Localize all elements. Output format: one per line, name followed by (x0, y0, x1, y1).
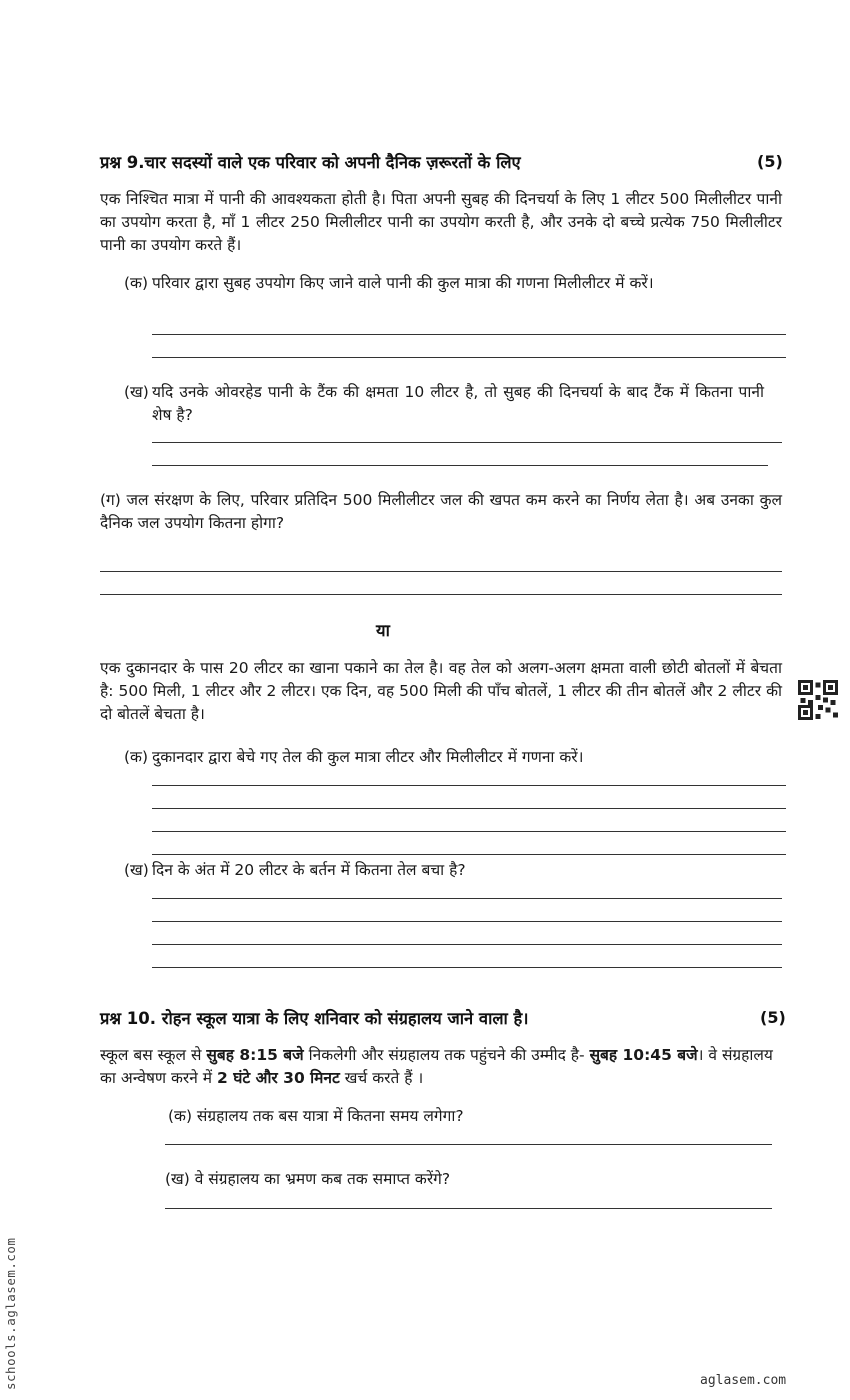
question-9b-text: यदि उनके ओवरहेड पानी के टैंक की क्षमता 10 लीटर है, तो सुबह की दिनचर्या के बाद टैंक में कितना पानी शेष है? (152, 383, 764, 424)
answer-line (152, 808, 786, 809)
qr-code-icon (798, 680, 838, 720)
question-9-alt-a-text: दुकानदार द्वारा बेचे गए तेल की कुल मात्रा लीटर और मिलीलीटर में गणना करें। (152, 748, 584, 766)
question-9-alt-a-label: (क) (124, 748, 148, 766)
question-10-marks: (5) (760, 1008, 786, 1027)
question-9-intro: एक निश्चित मात्रा में पानी की आवश्यकता होती है। पिता अपनी सुबह की दिनचर्या के लिए 1 लीटर 500 मिलीलीटर पानी का उपयोग करता है, माँ 1 लीटर 250 मिलीलीटर पानी का उपयोग करती है, और उनके दो बच्चे प्रत्येक 750 मिलीलीटर पानी का उपयोग करते हैं। (100, 190, 782, 254)
answer-line (152, 357, 786, 358)
question-10b-text: (ख) वे संग्रहालय का भ्रमण कब तक समाप्त करेंगे? (165, 1170, 451, 1188)
question-10-heading: प्रश्न 10. रोहन स्कूल यात्रा के लिए शनिवार को संग्रहालय जाने वाला है। (100, 1009, 529, 1028)
answer-line (152, 967, 782, 968)
answer-line (152, 334, 786, 335)
question-9-alt-b-text: दिन के अंत में 20 लीटर के बर्तन में कितना तेल बचा है? (152, 861, 466, 879)
question-9-marks: (5) (757, 152, 783, 171)
question-10-intro: स्कूल बस स्कूल से सुबह 8:15 बजे निकलेगी और संग्रहालय तक पहुंचने की उम्मीद है- सुबह 10:45 बजे। वे संग्रहालय का अन्वेषण करने में 2 घंटे और 30 मिनट खर्च करते हैं । (100, 1046, 773, 1087)
answer-line (152, 465, 768, 466)
question-9-alt-intro: एक दुकानदार के पास 20 लीटर का खाना पकाने का तेल है। वह तेल को अलग-अलग क्षमता वाली छोटी बोतलों में बेचता है: 500 मिली, 1 लीटर और 2 लीटर। एक दिन, वह 500 मिली की पाँच बोतलें, 1 लीटर की तीन बोतलें और 2 लीटर की दो बोतलें बेचता है। (100, 659, 782, 723)
answer-line (152, 898, 782, 899)
answer-line (152, 944, 782, 945)
or-separator: या (376, 621, 390, 640)
question-10a-text: (क) संग्रहालय तक बस यात्रा में कितना समय लगेगा? (168, 1107, 464, 1125)
question-9c-text: (ग) जल संरक्षण के लिए, परिवार प्रतिदिन 500 मिलीलीटर जल की खपत कम करने का निर्णय लेता है। अब उनका कुल दैनिक जल उपयोग कितना होगा? (100, 491, 782, 532)
side-watermark: schools.aglasem.com (3, 1237, 18, 1390)
question-9a-label: (क) (124, 274, 148, 292)
answer-line (165, 1144, 772, 1145)
question-9a-text: परिवार द्वारा सुबह उपयोग किए जाने वाले पानी की कुल मात्रा की गणना मिलीलीटर में करें। (152, 274, 654, 292)
answer-line (152, 442, 782, 443)
answer-line (152, 831, 786, 832)
answer-line (152, 785, 786, 786)
question-9-heading: प्रश्न 9.चार सदस्यों वाले एक परिवार को अपनी दैनिक ज़रूरतों के लिए (100, 153, 521, 172)
answer-line (152, 921, 782, 922)
question-9-alt-b-label: (ख) (124, 861, 149, 879)
answer-line (100, 571, 782, 572)
answer-line (100, 594, 782, 595)
answer-line (152, 854, 786, 855)
footer-watermark: aglasem.com (700, 1373, 787, 1388)
question-9b-label: (ख) (124, 383, 149, 401)
answer-line (165, 1208, 772, 1209)
